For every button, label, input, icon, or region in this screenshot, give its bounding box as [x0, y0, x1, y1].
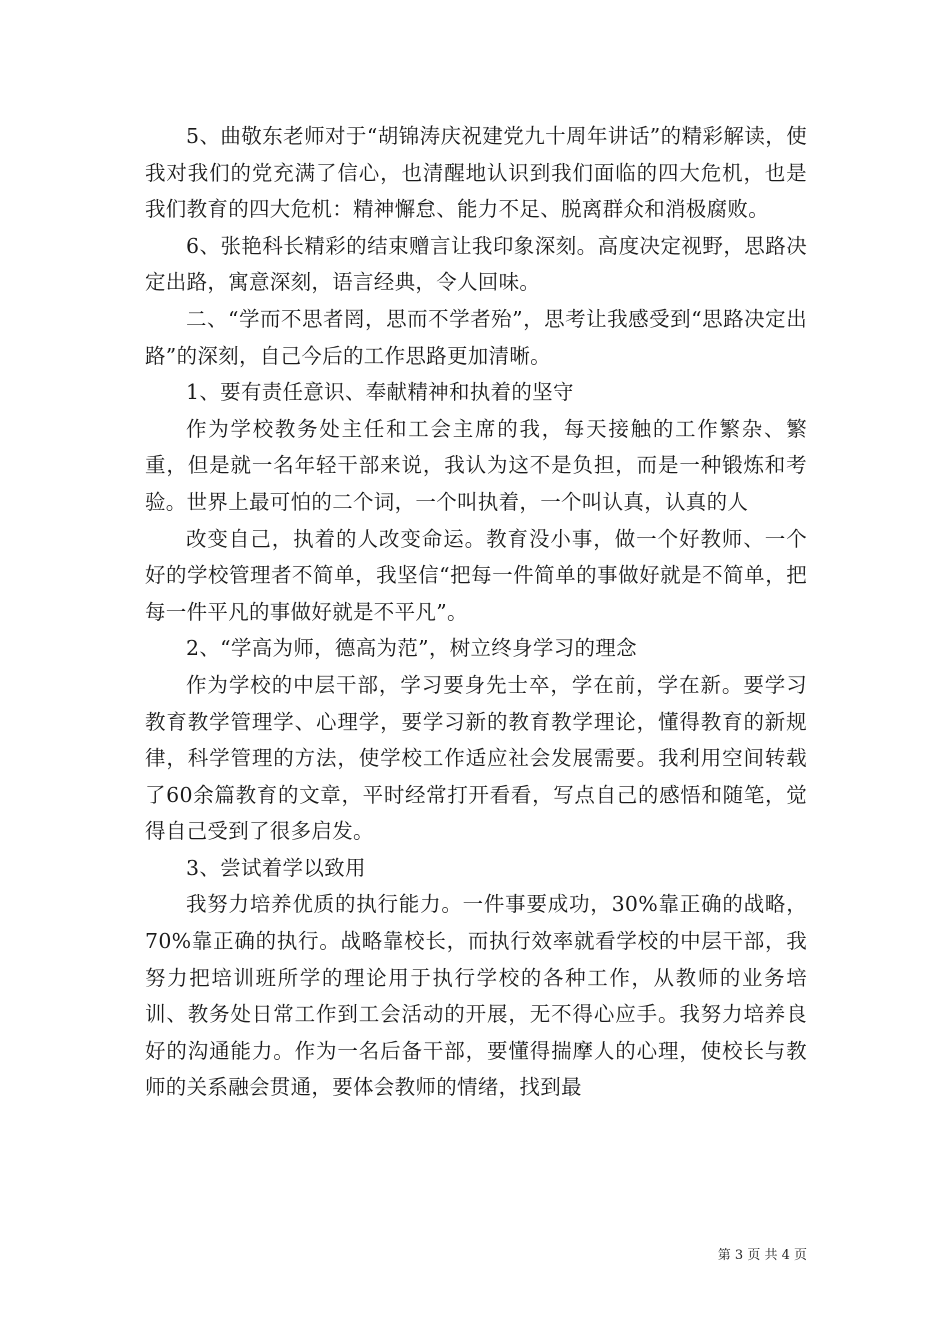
document-body	[145, 118, 807, 1106]
paragraph-2: 6、张艳科长精彩的结束赠言让我印象深刻。高度决定视野，思路决定出路，寓意深刻，语言经典，令人回味。	[145, 233, 807, 295]
paragraph-8: 作为学校的中层干部，学习要身先士卒，学在前，学在新。要学习教育教学管理学、心理学，要学习新的教育教学理论，懂得教育的新规律，科学管理的方法，使学校工作适应社会发展需要。我利用空间转载了60余篇教育的文章，平时经常打开看看，写点自己的感悟和随笔，觉得自己受到了很多启发。	[145, 672, 807, 844]
paragraph-3: 二、“学而不思者罔，思而不学者殆”，思考让我感受到“思路决定出路”的深刻，自己今后的工作思路更加清晰。	[145, 306, 807, 368]
section-heading-3: 3、尝试着学以致用	[186, 855, 366, 880]
paragraph-1: 5、曲敬东老师对于“胡锦涛庆祝建党九十周年讲话”的精彩解读，使我对我们的党充满了信心，也清醒地认识到我们面临的四大危机，也是我们教育的四大危机：精神懈怠、能力不足、脱离群众和消极腐败。	[145, 124, 807, 222]
section-heading-2: 2、“学高为师，德高为范”，树立终身学习的理念	[186, 636, 637, 661]
section-heading-1: 1、要有责任意识、奉献精神和执着的坚守	[186, 380, 574, 405]
paragraph-5: 作为学校教务处主任和工会主席的我，每天接触的工作繁杂、繁重，但是就一名年轻干部来说，我认为这不是负担，而是一种锻炼和考验。世界上最可怕的二个词，一个叫执着，一个叫认真，认真的人	[145, 416, 807, 514]
paragraph-6: 改变自己，执着的人改变命运。教育没小事，做一个好教师、一个好的学校管理者不简单，我坚信“把每一件简单的事做好就是不简单，把每一件平凡的事做好就是不平凡”。	[145, 526, 807, 624]
paragraph-10: 我努力培养优质的执行能力。一件事要成功，30%靠正确的战略，70%靠正确的执行。战略靠校长，而执行效率就看学校的中层干部，我努力把培训班所学的理论用于执行学校的各种工作，从教师的业务培训、教务处日常工作到工会活动的开展，无不得心应手。我努力培养良好的沟通能力。作为一名后备干部，要懂得揣摩人的心理，使校长与教师的关系融会贯通，要体会教师的情绪，找到最	[145, 892, 807, 1100]
page-number-footer: 第 3 页 共 4 页	[717, 1248, 807, 1263]
